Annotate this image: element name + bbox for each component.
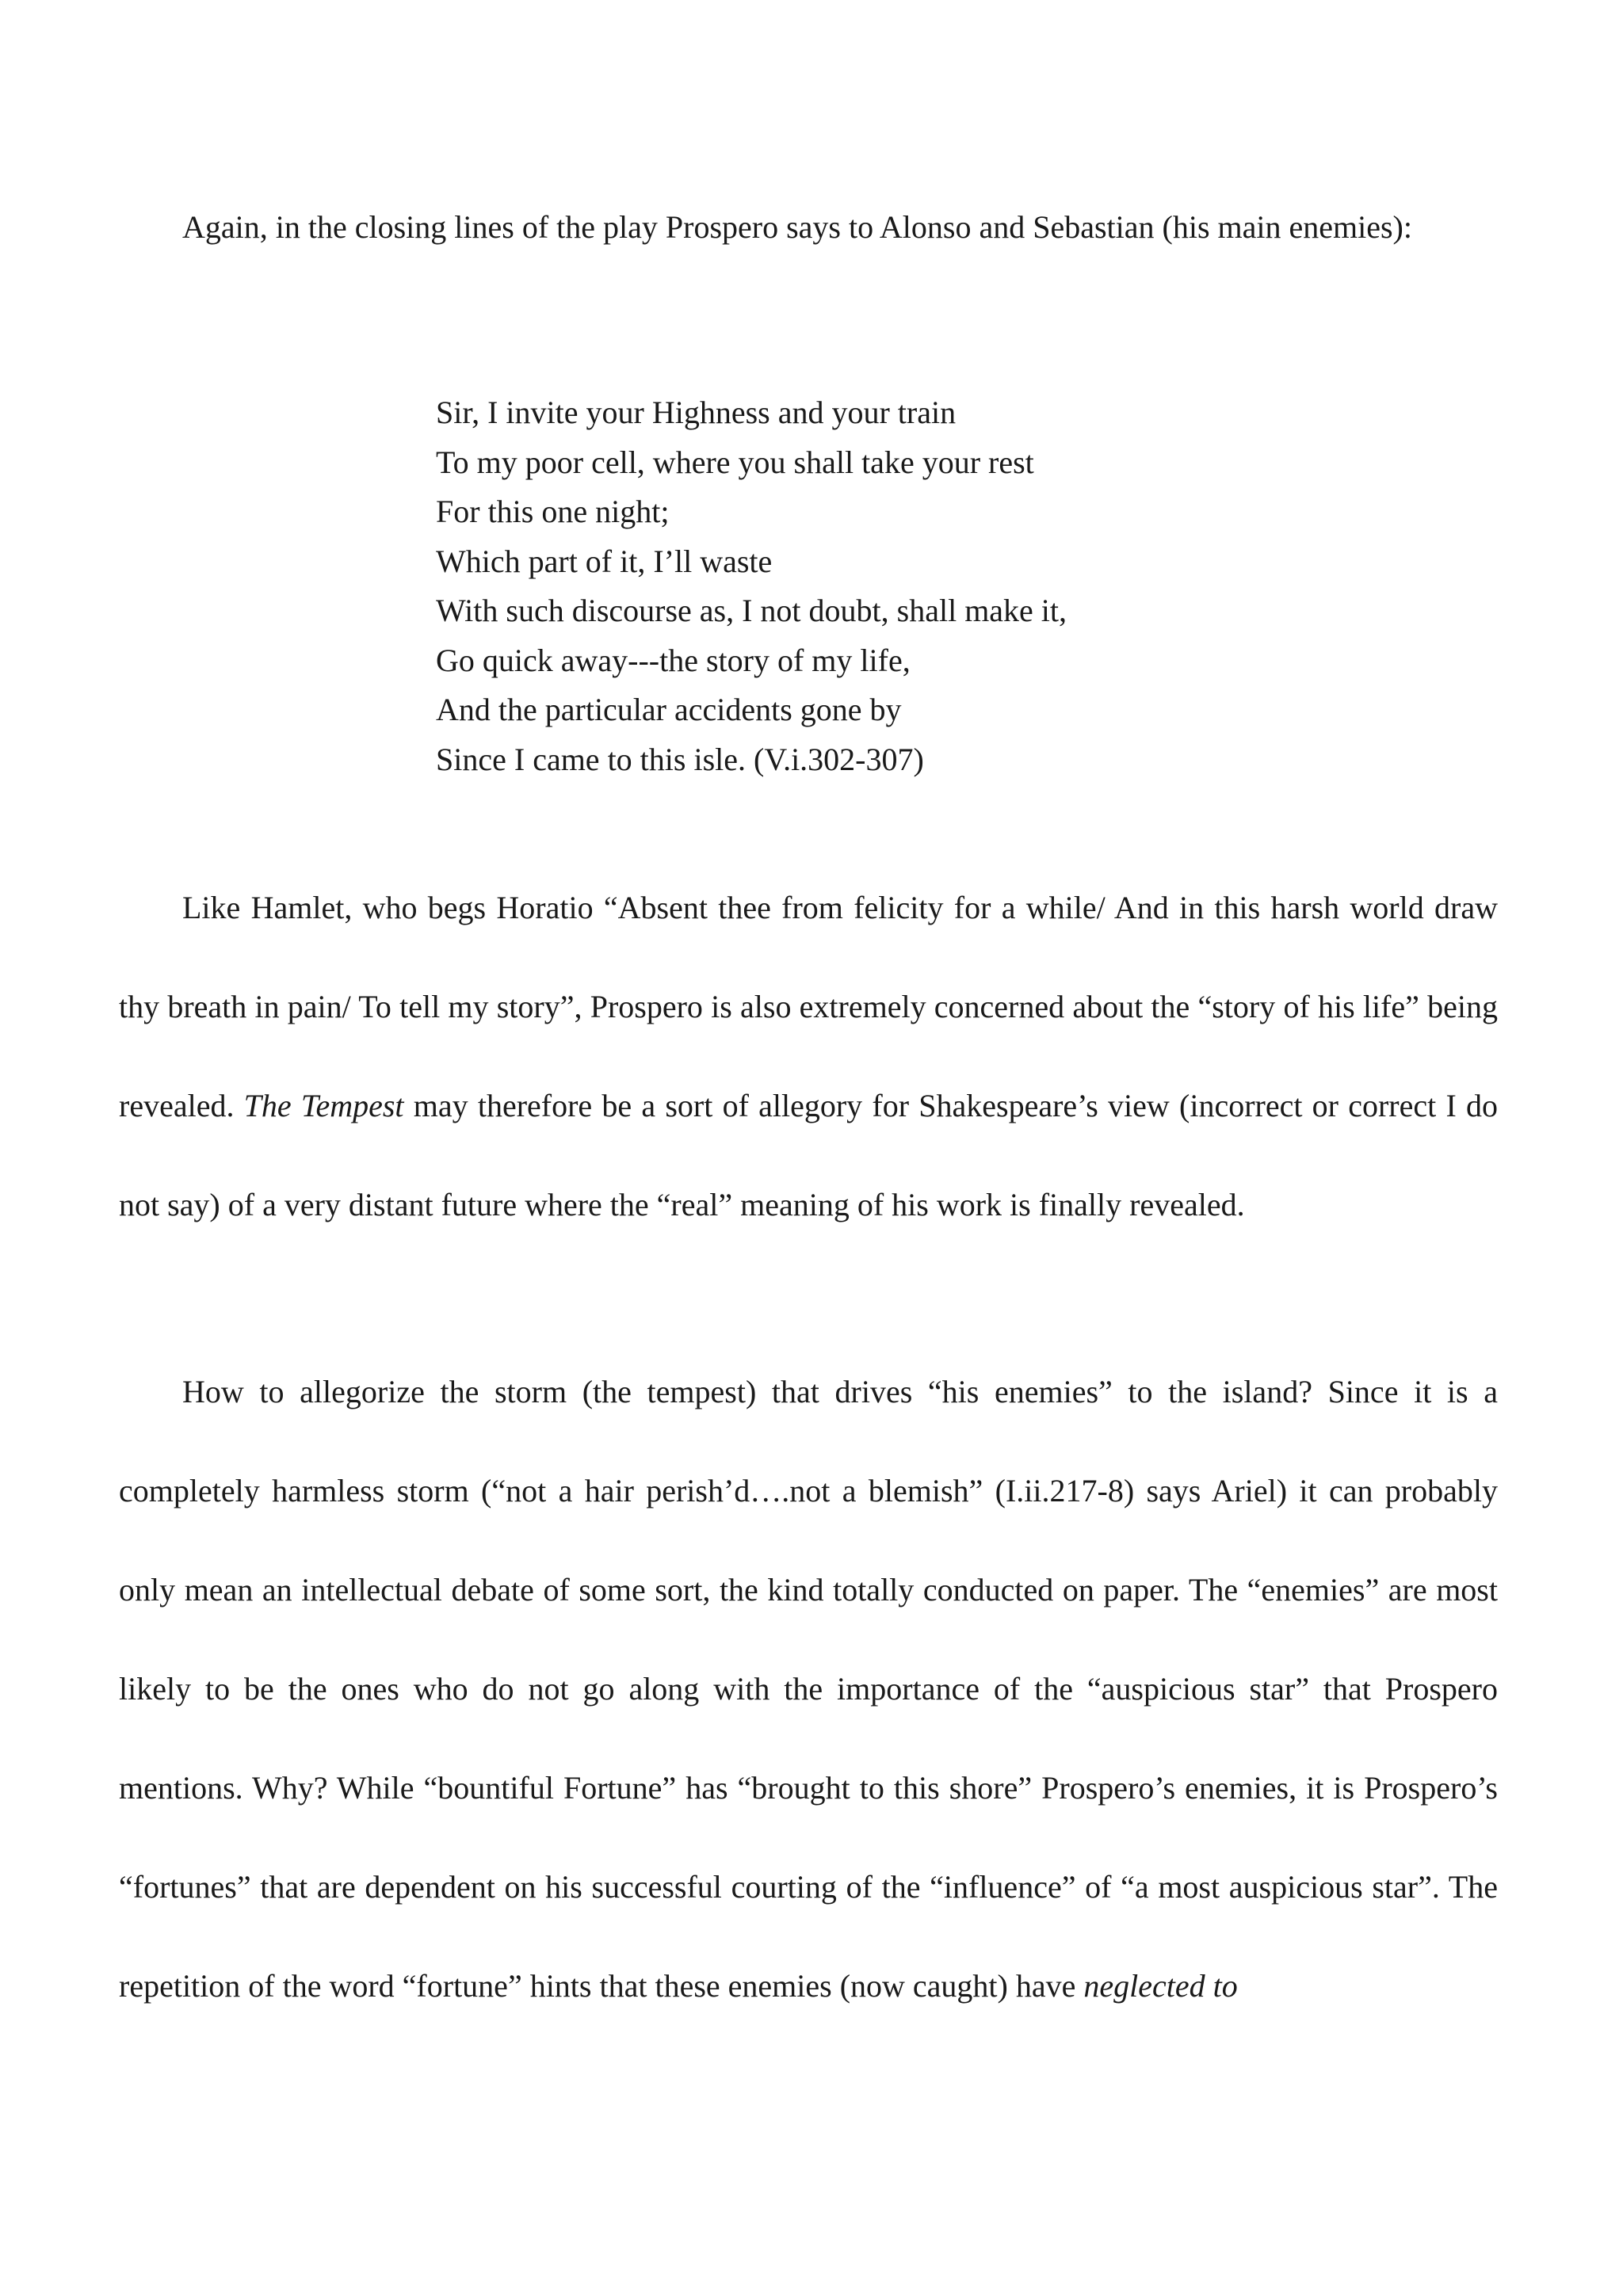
emphasis-text: neglected to	[1083, 1968, 1238, 2004]
paragraph-storm	[119, 1342, 1498, 2035]
verse-line: And the particular accidents gone by	[436, 692, 902, 727]
paragraph-storm-text: How to allegorize the storm (the tempest) that drives “his enemies” to the island? Since it is a completely harmless storm (“not a hair perish’d….not a blemish” (I.ii.217-8) says Ariel) it can probably only mean an intellectual debate of some sort, the kind totally conducted on paper. The “enemies” are most likely to be the ones who do not go along with the importance of the “auspicious star” that Prospero mentions. Why? While “bountiful Fortune” has “brought to this shore” Prospero’s enemies, it is Prospero’s “fortunes” that are dependent on his successful courting of the “influence” of “a most auspicious star”. The repetition of the word “fortune” hints that these enemies (now caught) have	[119, 1374, 1498, 2004]
verse-line: Sir, I invite your Highness and your train	[436, 395, 957, 430]
verse-line: For this one night;	[436, 494, 670, 529]
paragraph-hamlet	[119, 858, 1498, 1254]
verse-line: With such discourse as, I not doubt, shall make it,	[436, 593, 1067, 628]
paragraph-intro-text: Again, in the closing lines of the play Prospero says to Alonso and Sebastian (his main enemies):	[182, 209, 1412, 245]
verse-line: Since I came to this isle. (V.i.302-307)	[436, 741, 924, 777]
paragraph-intro	[119, 177, 1498, 277]
verse-line: To my poor cell, where you shall take your rest	[436, 444, 1034, 480]
paragraph-hamlet-text-b: may therefore be a sort of allegory for Shakespeare’s view (incorrect or correct I do not say) of a very distant future where the “real” meaning of his work is finally revealed.	[119, 1088, 1498, 1222]
paragraph-hamlet-text-a: Like Hamlet, who begs Horatio “Absent thee from felicity for a while/ And in this harsh world draw thy breath in pain/ To tell my story”, Prospero is also extremely concerned about the “story of his life” being revealed.	[119, 890, 1498, 1123]
play-title: The Tempest	[243, 1088, 404, 1123]
verse-line: Go quick away---the story of my life,	[436, 642, 911, 678]
document-page	[119, 0, 1498, 2296]
verse-line: Which part of it, I’ll waste	[436, 543, 773, 579]
verse-quotation	[436, 388, 1308, 784]
